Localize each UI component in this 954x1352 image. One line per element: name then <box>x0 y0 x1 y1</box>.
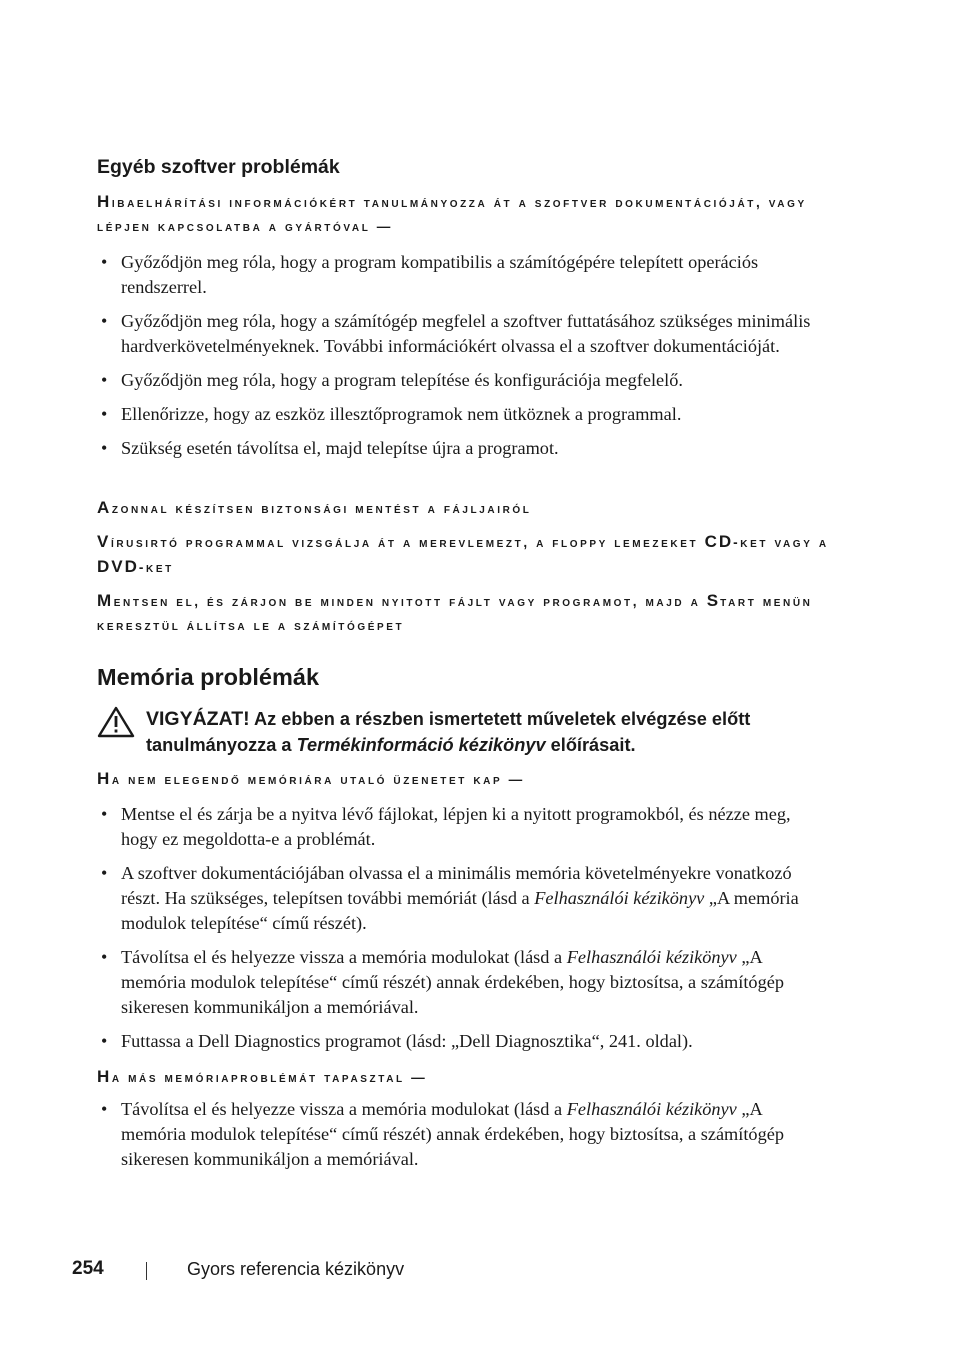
subheading-text: DVD <box>97 557 139 576</box>
subheading-text: Vírusirtó programmal vizsgálja át a merevlemezt, a floppy lemezeket <box>97 532 705 551</box>
subheading-text: -ket <box>138 560 174 575</box>
list-item-book-title: Felhasználói kézikönyv <box>566 1099 737 1119</box>
warning-icon <box>97 706 135 738</box>
subheading-backup: Azonnal készítsen biztonsági mentést a fájljairól <box>97 498 532 517</box>
list-item <box>97 1097 817 1172</box>
footer-title: Gyors referencia kézikönyv <box>187 1259 405 1279</box>
list-item-text: „A memória modulok telepítése“ című részét) annak érdekében, hogy biztosítsa, a számítógép sikeresen kommunikáljon a memóriával. <box>121 947 784 1017</box>
caution-text <box>146 706 826 758</box>
subheading-text: S <box>706 591 721 610</box>
list-item: • Győződjön meg róla, hogy a program kompatibilis a számítógépére telepített operációs rendszerrel. <box>97 250 817 300</box>
caution-label: VIGYÁZAT! <box>146 708 250 730</box>
list-item-text: Távolítsa el és helyezze vissza a memória modulokat (lásd a <box>121 1099 567 1119</box>
list-item-book-title: Felhasználói kézikönyv <box>566 947 737 967</box>
footer-divider <box>146 1262 147 1280</box>
subheading-text: CD <box>704 532 734 551</box>
page-footer <box>0 1258 954 1288</box>
list-item: • Futtassa a Dell Diagnostics programot (lásd: „Dell Diagnosztika“, 241. oldal). <box>97 1029 817 1054</box>
memory-bullet-list <box>97 802 817 1063</box>
caution-body: előírásait. <box>545 735 636 755</box>
list-item: • Győződjön meg róla, hogy a program telepítése és konfigurációja megfelelő. <box>97 368 817 393</box>
subheading-other-memory: Ha más memóriaproblémát tapasztal — <box>97 1067 428 1086</box>
page-number: 254 <box>72 1258 104 1279</box>
subheading-antivirus <box>97 530 837 580</box>
software-bullet-list <box>97 250 817 470</box>
caution-book-title: Termékinformáció kézikönyv <box>296 735 546 755</box>
list-item <box>97 861 817 936</box>
list-item: • Szükség esetén távolítsa el, majd telepítse újra a programot. <box>97 436 817 461</box>
subheading-shutdown <box>97 589 837 638</box>
subheading-text: tart menün keresztül állítsa le a számítógépet <box>97 594 813 633</box>
list-item: • Győződjön meg róla, hogy a számítógép megfelel a szoftver futtatásához szükséges minimális hardverkövetelményeknek. További információkért olvassa el a szoftver dokumentációját. <box>97 309 817 359</box>
list-item-text: A szoftver dokumentációjában olvassa el a minimális memória követelményekre vonatkozó részt. Ha szükséges, telepítsen további memóriát (lásd a <box>121 863 792 908</box>
list-item-text: Távolítsa el és helyezze vissza a memória modulokat (lásd a <box>121 947 567 967</box>
section-heading-software: Egyéb szoftver problémák <box>97 156 340 178</box>
section-heading-memory: Memória problémák <box>97 664 320 690</box>
list-item <box>97 945 817 1020</box>
list-item-book-title: Felhasználói kézikönyv <box>534 888 705 908</box>
subheading-low-memory: Ha nem elegendő memóriára utaló üzenetet kap — <box>97 769 525 788</box>
other-memory-bullet-list <box>97 1097 817 1181</box>
subheading-troubleshooting-info: Hibaelhárítási információkért tanulmányozza át a szoftver dokumentációját, vagy lépjen kapcsolatba a gyártóval — <box>97 192 807 234</box>
caution-body: Az ebben a részben ismertetett műveletek elvégzése előtt tanulmányozza a <box>146 709 751 755</box>
list-item: • Mentse el és zárja be a nyitva lévő fájlokat, lépjen ki a nyitott programokból, és nézze meg, hogy ez megoldotta-e a problémát. <box>97 802 817 852</box>
list-item: • Ellenőrizze, hogy az eszköz illesztőprogramok nem ütköznek a programmal. <box>97 402 817 427</box>
subheading-text: -ket vagy a <box>733 535 829 550</box>
list-item-text: „A memória modulok telepítése“ című részét) annak érdekében, hogy biztosítsa, a számítógép sikeresen kommunikáljon a memóriával. <box>121 1099 784 1169</box>
subheading-text: Mentsen el, és zárjon be minden nyitott fájlt vagy programot, majd a <box>97 591 707 610</box>
list-item-text: „A memória modulok telepítése“ című részét). <box>121 888 799 933</box>
